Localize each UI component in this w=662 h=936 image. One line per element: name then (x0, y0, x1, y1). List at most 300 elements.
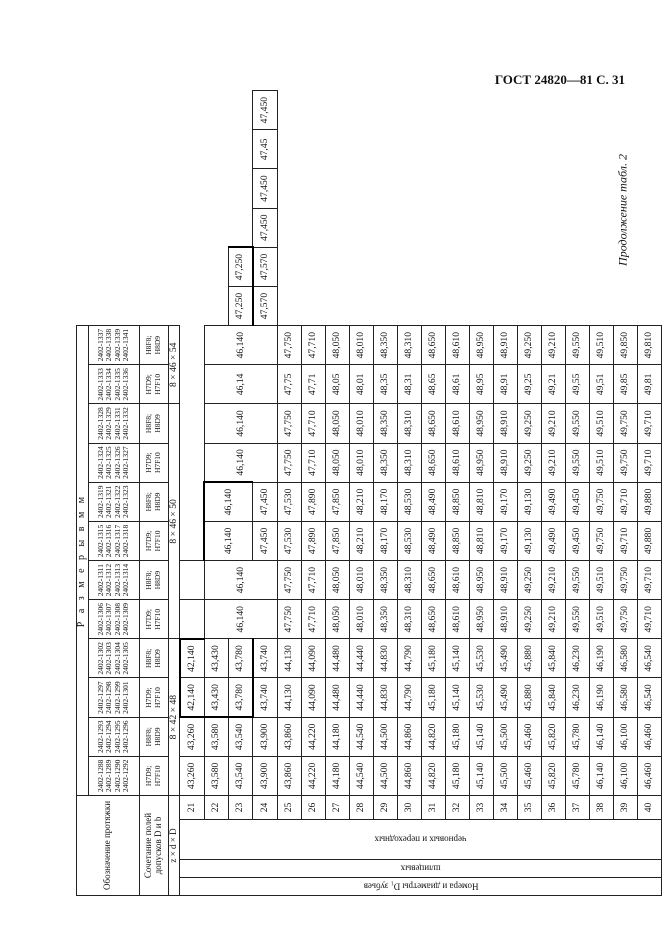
cell-value: 48,610 (445, 326, 469, 365)
row-number: 34 (493, 795, 517, 819)
cell-value: 49,550 (565, 600, 589, 639)
cell-value: 48,010 (349, 443, 373, 482)
cell-value: 48,310 (397, 561, 421, 600)
cell-value: 48,950 (469, 326, 493, 365)
cell-value: 49,55 (565, 365, 589, 404)
cell-value: 43,580 (204, 717, 228, 756)
column-codes: 2402-1337 2402-1338 2402-1339 2402-1341 (88, 326, 139, 365)
column-tolerance: H7D9; H7F10 (139, 678, 168, 717)
cell-value: 48,050 (325, 443, 349, 482)
cell-value: 49,450 (565, 482, 589, 521)
row-number: 23 (228, 795, 253, 819)
zdb-header: z × d × D (168, 795, 180, 895)
codes-row (88, 91, 139, 896)
cell-value: 47,750 (277, 404, 301, 443)
column-codes: 2402-1302 2402-1303 2402-1304 2402-1305 (88, 639, 139, 678)
cell-value: 48,610 (445, 561, 469, 600)
cell-value: 46,460 (637, 717, 661, 756)
cell-value: 47,570 (253, 286, 278, 325)
table-row (493, 91, 517, 896)
cell-value: 48,050 (325, 561, 349, 600)
cell-value: 48,350 (373, 561, 397, 600)
row-number: 26 (301, 795, 325, 819)
cell-value: 48,350 (373, 443, 397, 482)
row-number: 21 (180, 795, 205, 819)
cell-value: 47,890 (301, 521, 325, 560)
cell-value: 43,780 (228, 639, 253, 678)
cell-value: 46,100 (613, 717, 637, 756)
cell-value: 49,490 (541, 482, 565, 521)
cell-value: 46,140 (204, 521, 253, 560)
cell-value: 45,460 (517, 756, 541, 795)
cell-value: 48,310 (397, 600, 421, 639)
cell-value: 47,530 (277, 521, 301, 560)
cell-value: 49,550 (565, 404, 589, 443)
cell-value: 48,31 (397, 365, 421, 404)
cell-value: 44,440 (349, 639, 373, 678)
cell-value: 49,21 (541, 365, 565, 404)
cell-value: 47,450 (253, 169, 278, 208)
rough-label: черновых и переходных (180, 820, 662, 860)
row-number: 30 (397, 795, 421, 819)
designation-header: Обозначение протяжки (77, 795, 140, 895)
cell-value: 47,750 (277, 443, 301, 482)
cell-value: 49,710 (613, 521, 637, 560)
cell-value: 49,710 (613, 482, 637, 521)
cell-value: 49,550 (565, 326, 589, 365)
table-row (253, 91, 278, 896)
cell-value: 47,570 (253, 247, 278, 286)
cell-value: 45,140 (445, 678, 469, 717)
cell-value: 47,75 (277, 365, 301, 404)
cell-value: 48,61 (445, 365, 469, 404)
cell-value: 49,510 (589, 326, 613, 365)
cell-value: 48,350 (373, 404, 397, 443)
cell-value: 45,880 (517, 639, 541, 678)
cell-value: 49,510 (589, 404, 613, 443)
column-codes: 2402-1288 2402-1289 2402-1290 2402-1292 (88, 756, 139, 795)
cell-value: 46,230 (565, 639, 589, 678)
cell-value: 45,140 (469, 717, 493, 756)
cell-value: 48,610 (445, 600, 469, 639)
cell-value: 49,510 (589, 561, 613, 600)
cell-value: 48,610 (445, 404, 469, 443)
cell-value: 44,820 (421, 717, 445, 756)
row-number: 33 (469, 795, 493, 819)
cell-value: 47,850 (325, 482, 349, 521)
cell-value: 49,750 (613, 404, 637, 443)
cell-value: 49,250 (517, 443, 541, 482)
cell-value: 45,140 (445, 639, 469, 678)
cell-value: 49,710 (637, 600, 661, 639)
cell-value: 47,710 (301, 326, 325, 365)
cell-value: 47,890 (301, 482, 325, 521)
column-tolerance: H7D9; H7F10 (139, 521, 168, 560)
tolerance-header: Сочетание полей допусков D и b (139, 795, 168, 895)
cell-value: 49,750 (613, 443, 637, 482)
table-row (541, 91, 565, 896)
cell-value: 49,130 (517, 521, 541, 560)
cell-value: 44,440 (349, 678, 373, 717)
cell-value: 44,480 (325, 678, 349, 717)
row-number: 22 (204, 795, 228, 819)
cell-value: 45,500 (493, 717, 517, 756)
cell-value: 45,530 (469, 639, 493, 678)
cell-value: 42,140 (180, 639, 205, 678)
spline-label: шлицевых (180, 860, 662, 878)
cell-value: 46,140 (204, 600, 277, 639)
cell-value: 49,490 (541, 521, 565, 560)
row-number: 24 (253, 795, 278, 819)
cell-value: 48,810 (469, 482, 493, 521)
cell-value: 43,580 (204, 756, 228, 795)
column-codes: 2402-1311 2402-1312 2402-1313 2402-1314 (88, 561, 139, 600)
cell-value: 47,250 (228, 247, 253, 286)
cell-value: 49,250 (517, 404, 541, 443)
cell-value: 46,140 (204, 326, 277, 365)
cell-value (180, 600, 205, 639)
column-tolerance: H7D9; H7F10 (139, 443, 168, 482)
row-number: 39 (613, 795, 637, 819)
table-row (589, 91, 613, 896)
column-tolerance: H7D9; H7F10 (139, 756, 168, 795)
cell-value: 48,310 (397, 404, 421, 443)
table-row (469, 91, 493, 896)
cell-value: 48,050 (325, 326, 349, 365)
cell-value: 48,310 (397, 326, 421, 365)
cell-value: 48,650 (421, 404, 445, 443)
cell-value: 47,750 (277, 600, 301, 639)
page-header: ГОСТ 24820—81 С. 31 (494, 72, 625, 87)
cell-value: 42,140 (180, 678, 205, 717)
cell-value: 45,880 (517, 678, 541, 717)
column-tolerance: H8F8; H8D9 (139, 326, 168, 365)
cell-value: 48,210 (349, 521, 373, 560)
table-row (349, 91, 373, 896)
cell-value: 47,45 (253, 130, 278, 169)
cell-value: 48,65 (421, 365, 445, 404)
cell-value: 49,750 (613, 561, 637, 600)
cell-value: 44,540 (349, 756, 373, 795)
cell-value: 49,710 (637, 404, 661, 443)
row-number: 37 (565, 795, 589, 819)
cell-value: 48,35 (373, 365, 397, 404)
column-tolerance: H8F8; H8D9 (139, 717, 168, 756)
cell-value: 49,170 (493, 482, 517, 521)
cell-value: 43,900 (253, 717, 278, 756)
cell-value: 49,170 (493, 521, 517, 560)
cell-value: 48,950 (469, 443, 493, 482)
row-number: 35 (517, 795, 541, 819)
cell-value: 47,450 (253, 91, 278, 130)
table-row (325, 91, 349, 896)
cell-value: 44,130 (277, 639, 301, 678)
cell-value: 45,820 (541, 756, 565, 795)
cell-value: 44,830 (373, 678, 397, 717)
cell-value: 48,810 (469, 521, 493, 560)
cell-value: 45,180 (421, 678, 445, 717)
cell-value: 44,220 (301, 717, 325, 756)
cell-value: 44,180 (325, 756, 349, 795)
cell-value: 44,500 (373, 756, 397, 795)
cell-value: 48,950 (469, 561, 493, 600)
sizes-caption: Р а з м е р ы в м м (77, 326, 89, 796)
cell-value: 46,14 (204, 365, 277, 404)
cell-value: 43,540 (228, 717, 253, 756)
cell-value: 48,350 (373, 600, 397, 639)
cell-value: 46,230 (565, 678, 589, 717)
cell-value: 49,210 (541, 326, 565, 365)
cell-value: 43,430 (204, 639, 228, 678)
cell-value: 43,260 (180, 756, 205, 795)
cell-value: 45,140 (469, 756, 493, 795)
cell-value: 47,710 (301, 600, 325, 639)
cell-value: 49,85 (613, 365, 637, 404)
cell-value: 47,71 (301, 365, 325, 404)
cell-value: 43,900 (253, 756, 278, 795)
cell-value: 49,510 (589, 443, 613, 482)
cell-value: 48,170 (373, 482, 397, 521)
table-row (445, 91, 469, 896)
cell-value: 43,780 (228, 678, 253, 717)
cell-value: 43,260 (180, 717, 205, 756)
cell-value: 49,250 (517, 326, 541, 365)
cell-value: 43,430 (204, 678, 228, 717)
cell-value: 45,490 (493, 639, 517, 678)
row-number: 28 (349, 795, 373, 819)
cell-value: 48,170 (373, 521, 397, 560)
cell-value: 49,210 (541, 600, 565, 639)
cell-value: 44,790 (397, 639, 421, 678)
column-codes: 2402-1306 2402-1307 2402-1308 2402-1309 (88, 600, 139, 639)
table-row (180, 91, 205, 896)
cell-value: 47,710 (301, 404, 325, 443)
table-body (180, 91, 662, 896)
cell-value: 44,090 (301, 678, 325, 717)
column-codes: 2402-1315 2402-1316 2402-1317 2402-1318 (88, 521, 139, 560)
cell-value: 45,460 (517, 717, 541, 756)
row-header-label: Номера и диаметры D₁ зубьев (180, 878, 662, 896)
cell-value: 48,650 (421, 600, 445, 639)
column-codes: 2402-1319 2402-1321 2402-1322 2402-1323 (88, 482, 139, 521)
cell-value: 48,910 (493, 326, 517, 365)
cell-value: 48,910 (493, 404, 517, 443)
cell-value: 48,950 (469, 404, 493, 443)
column-codes: 2402-1293 2402-1294 2402-1295 2402-1296 (88, 717, 139, 756)
cell-value: 46,140 (204, 443, 277, 482)
cell-value: 48,010 (349, 600, 373, 639)
cell-value: 45,530 (469, 678, 493, 717)
cell-value: 49,450 (565, 521, 589, 560)
cell-value: 45,780 (565, 756, 589, 795)
cell-value: 48,350 (373, 326, 397, 365)
cell-value: 44,860 (397, 756, 421, 795)
cell-value: 47,450 (253, 208, 278, 247)
cell-value: 44,830 (373, 639, 397, 678)
cell-value: 45,180 (445, 717, 469, 756)
cell-value: 46,190 (589, 639, 613, 678)
column-codes: 2402-1328 2402-1329 2402-1331 2402-1332 (88, 404, 139, 443)
cell-value: 45,840 (541, 678, 565, 717)
table-row (517, 91, 541, 896)
cell-value: 48,490 (421, 482, 445, 521)
cell-value: 48,01 (349, 365, 373, 404)
cell-value: 47,250 (228, 286, 253, 325)
cell-value: 49,250 (517, 600, 541, 639)
cell-value: 48,050 (325, 600, 349, 639)
cell-value: 45,490 (493, 678, 517, 717)
cell-value: 49,210 (541, 561, 565, 600)
group-3: 8 × 46 × 54 (168, 326, 180, 404)
table-row (397, 91, 421, 896)
row-number: 38 (589, 795, 613, 819)
cell-value: 47,750 (277, 326, 301, 365)
cell-value: 49,750 (589, 521, 613, 560)
cell-value: 47,530 (277, 482, 301, 521)
cell-value: 48,95 (469, 365, 493, 404)
cell-value: 43,860 (277, 717, 301, 756)
cell-value: 46,140 (204, 404, 277, 443)
cell-value: 49,880 (637, 482, 661, 521)
column-tolerance: H8F8; H8D9 (139, 404, 168, 443)
cell-value (180, 561, 205, 600)
cell-value: 48,010 (349, 326, 373, 365)
cell-value: 49,51 (589, 365, 613, 404)
cell-value: 44,820 (421, 756, 445, 795)
row-number: 29 (373, 795, 397, 819)
cell-value: 45,180 (445, 756, 469, 795)
cell-value: 45,500 (493, 756, 517, 795)
cell-value: 47,450 (253, 521, 278, 560)
cell-value: 47,850 (325, 521, 349, 560)
cell-value: 48,050 (325, 404, 349, 443)
cell-value: 45,820 (541, 717, 565, 756)
cell-value: 44,090 (301, 639, 325, 678)
cell-value: 48,610 (445, 443, 469, 482)
table-row (204, 91, 228, 896)
cell-value: 43,540 (228, 756, 253, 795)
row-number: 32 (445, 795, 469, 819)
cell-value: 48,91 (493, 365, 517, 404)
row-number: 25 (277, 795, 301, 819)
cell-value: 48,310 (397, 443, 421, 482)
cell-value: 49,810 (637, 326, 661, 365)
cell-value: 45,840 (541, 639, 565, 678)
dimensions-table (76, 90, 662, 896)
cell-value: 46,580 (613, 678, 637, 717)
group-row (168, 91, 180, 896)
cell-value: 48,850 (445, 521, 469, 560)
cell-value: 46,540 (637, 639, 661, 678)
column-codes: 2402-1297 2402-1298 2402-1299 2402-1301 (88, 678, 139, 717)
table-row (421, 91, 445, 896)
cell-value: 49,880 (637, 521, 661, 560)
cell-value: 49,210 (541, 443, 565, 482)
cell-value: 48,530 (397, 521, 421, 560)
cell-value: 49,130 (517, 482, 541, 521)
table-row (637, 91, 661, 896)
cell-value: 44,500 (373, 717, 397, 756)
cell-value: 49,81 (637, 365, 661, 404)
cell-value: 43,740 (253, 678, 278, 717)
cell-value: 49,550 (565, 561, 589, 600)
cell-value: 49,210 (541, 404, 565, 443)
cell-value: 48,210 (349, 482, 373, 521)
cell-value: 48,010 (349, 561, 373, 600)
row-number: 31 (421, 795, 445, 819)
cell-value: 44,790 (397, 678, 421, 717)
table-row (277, 91, 301, 896)
column-codes: 2402-1333 2402-1334 2402-1335 2402-1336 (88, 365, 139, 404)
cell-value: 46,140 (589, 717, 613, 756)
cell-value: 47,710 (301, 561, 325, 600)
column-tolerance: H7D9; H7F10 (139, 600, 168, 639)
cell-value: 48,05 (325, 365, 349, 404)
cell-value: 48,950 (469, 600, 493, 639)
cell-value: 48,010 (349, 404, 373, 443)
table-row (373, 91, 397, 896)
cell-value: 45,180 (421, 639, 445, 678)
cell-value: 47,450 (253, 482, 278, 521)
cell-value: 48,910 (493, 600, 517, 639)
cell-value: 48,650 (421, 561, 445, 600)
cell-value: 46,460 (637, 756, 661, 795)
sizes-caption-row (77, 91, 89, 896)
row-number: 36 (541, 795, 565, 819)
table-row (565, 91, 589, 896)
column-codes: 2402-1324 2402-1325 2402-1326 2402-1327 (88, 443, 139, 482)
table-row (613, 91, 637, 896)
cell-value: 46,140 (589, 756, 613, 795)
cell-value: 49,750 (589, 482, 613, 521)
cell-value: 46,140 (204, 482, 253, 521)
cell-value: 48,910 (493, 561, 517, 600)
cell-value: 44,180 (325, 717, 349, 756)
cell-value: 45,780 (565, 717, 589, 756)
cell-value: 49,710 (637, 561, 661, 600)
table-row (301, 91, 325, 896)
group-2: 8 × 46 × 50 (168, 404, 180, 639)
cell-value: 44,540 (349, 717, 373, 756)
cell-value: 44,480 (325, 639, 349, 678)
column-tolerance: H8F8; H8D9 (139, 561, 168, 600)
cell-value: 46,540 (637, 678, 661, 717)
column-tolerance: H8F8; H8D9 (139, 482, 168, 521)
cell-value: 43,860 (277, 756, 301, 795)
group-1: 8 × 42 × 48 (168, 639, 180, 796)
cell-value: 47,710 (301, 443, 325, 482)
cell-value: 49,510 (589, 600, 613, 639)
cell-value: 46,100 (613, 756, 637, 795)
cell-value: 49,550 (565, 443, 589, 482)
continuation-label: Продолжение табл. 2 (615, 154, 630, 266)
cell-value: 49,850 (613, 326, 637, 365)
cell-value: 49,750 (613, 600, 637, 639)
cell-value: 46,190 (589, 678, 613, 717)
cell-value: 46,580 (613, 639, 637, 678)
column-tolerance: H8F8; H8D9 (139, 639, 168, 678)
cell-value: 44,220 (301, 756, 325, 795)
row-number: 27 (325, 795, 349, 819)
cell-value: 49,710 (637, 443, 661, 482)
column-tolerance: H7D9; H7F10 (139, 365, 168, 404)
cell-value: 48,650 (421, 443, 445, 482)
cell-value: 47,750 (277, 561, 301, 600)
cell-value: 49,250 (517, 561, 541, 600)
cell-value: 46,140 (204, 561, 277, 600)
row-number: 40 (637, 795, 661, 819)
cell-value: 48,530 (397, 482, 421, 521)
